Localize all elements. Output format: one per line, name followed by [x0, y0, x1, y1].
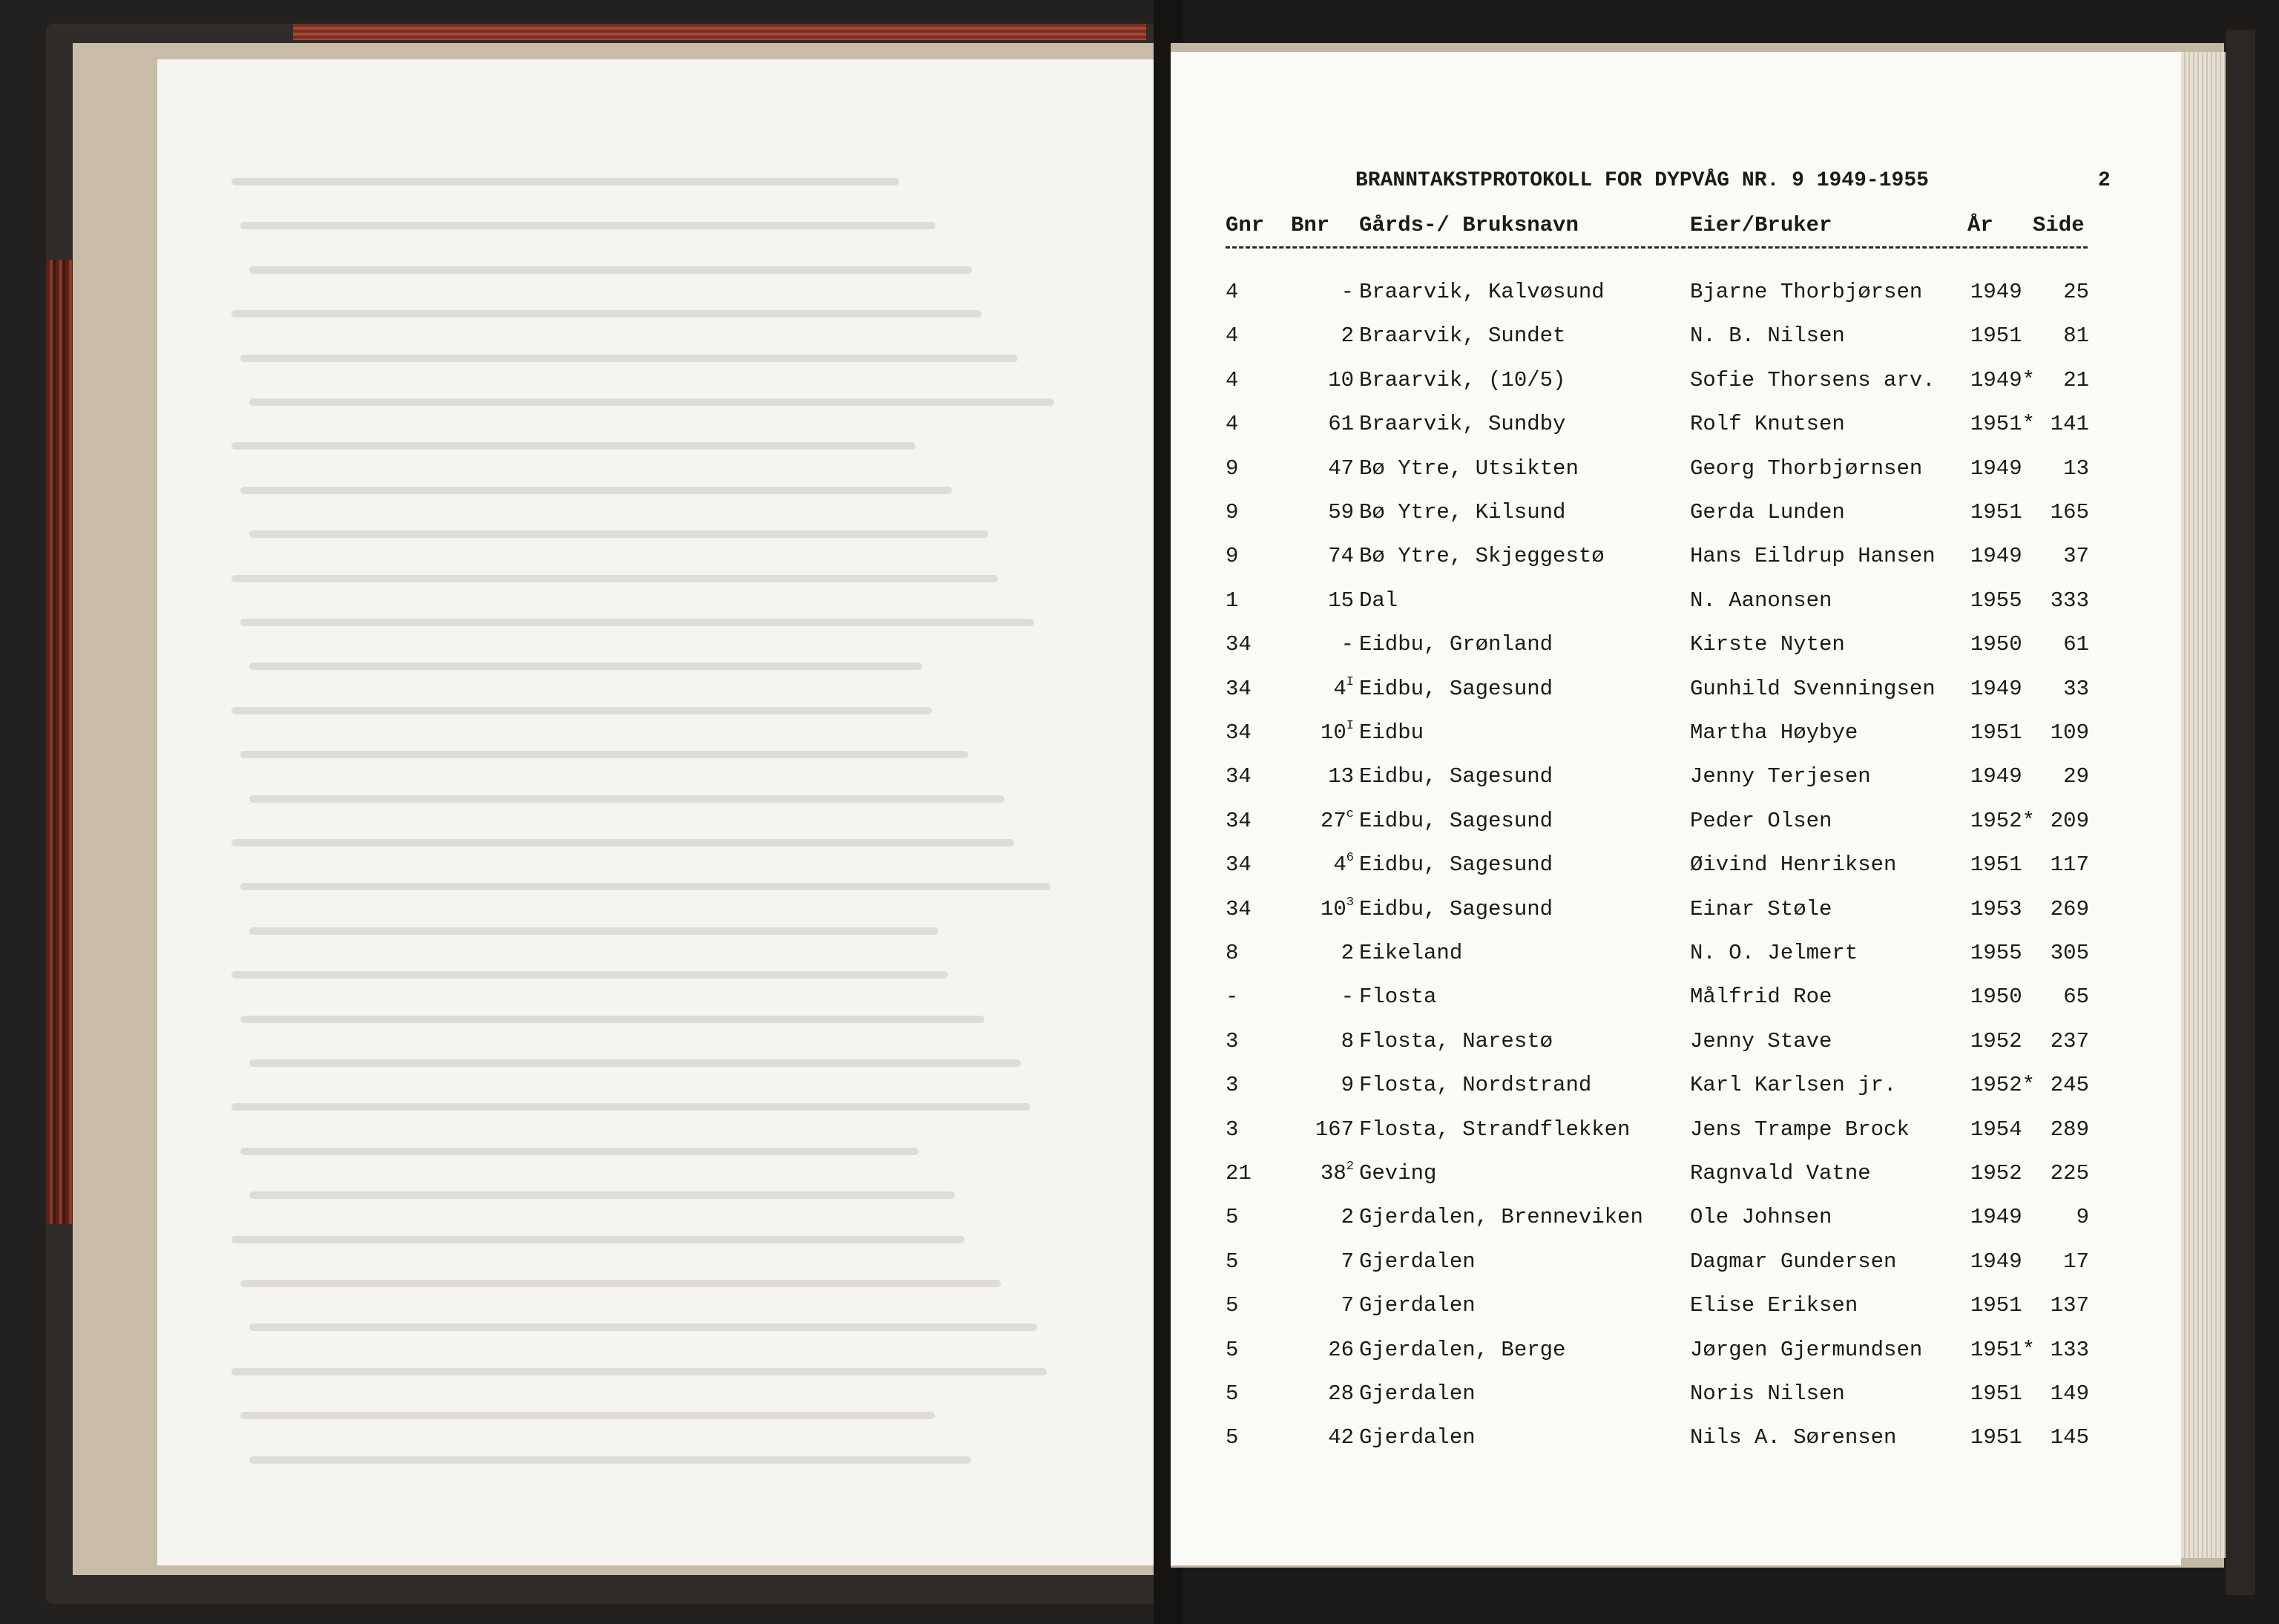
table-row: [0, 1338, 2279, 1367]
cell-name: Eidbu: [1359, 720, 1424, 745]
show-through-line: [249, 266, 972, 274]
show-through-line: [231, 442, 915, 450]
cell-gnr: 3: [1226, 1029, 1239, 1053]
cell-year: 1949: [1970, 677, 2022, 701]
show-through-line: [231, 971, 948, 979]
show-through-line: [231, 839, 1014, 846]
show-through-line: [240, 1148, 918, 1155]
cell-gnr: 34: [1226, 677, 1252, 701]
show-through-line: [231, 1103, 1030, 1111]
cell-year: 1951: [1970, 500, 2022, 525]
cell-gnr: 4: [1226, 323, 1239, 348]
table-row: [0, 941, 2279, 970]
cell-name: Flosta: [1359, 984, 1437, 1009]
cell-year: 1949: [1970, 456, 2022, 481]
cell-side: 61: [2063, 632, 2089, 657]
cell-owner: Sofie Thorsens arv.: [1690, 368, 1936, 392]
cell-bnr: 47: [1328, 456, 1354, 481]
cell-gnr: -: [1226, 984, 1239, 1009]
cell-gnr: 34: [1226, 897, 1252, 921]
cell-name: Eidbu, Sagesund: [1359, 809, 1553, 833]
cell-year: 1955: [1970, 941, 2022, 965]
cell-owner: Bjarne Thorbjørsen: [1690, 280, 1923, 304]
show-through-line: [249, 398, 1054, 406]
cell-name: Dal: [1359, 588, 1398, 613]
cell-bnr-superscript: I: [1346, 675, 1354, 690]
table-row: [0, 809, 2279, 838]
cell-side: 21: [2063, 368, 2089, 392]
cell-year: 1949: [1970, 764, 2022, 789]
cell-owner: N. O. Jelmert: [1690, 941, 1858, 965]
table-row: [0, 1161, 2279, 1191]
cell-owner: Peder Olsen: [1690, 809, 1832, 833]
cell-owner: Ole Johnsen: [1690, 1205, 1832, 1229]
cell-bnr: 7: [1341, 1293, 1354, 1318]
cell-bnr: [1291, 1161, 1354, 1186]
show-through-line: [249, 1456, 971, 1464]
column-header-owner: Eier/Bruker: [1690, 213, 1832, 237]
column-header-side: Side: [2033, 213, 2085, 237]
table-row: [0, 588, 2279, 618]
cell-owner: Gunhild Svenningsen: [1690, 677, 1936, 701]
cell-name: Braarvik, (10/5): [1359, 368, 1566, 392]
cell-owner: N. Aanonsen: [1690, 588, 1832, 613]
cell-owner: Einar Støle: [1690, 897, 1832, 921]
cell-owner: Kirste Nyten: [1690, 632, 1845, 657]
cell-bnr: 26: [1328, 1338, 1354, 1362]
cell-side: 25: [2063, 280, 2089, 304]
cell-name: Eidbu, Sagesund: [1359, 764, 1553, 789]
cell-side: 209: [2050, 809, 2089, 833]
cell-side: 289: [2050, 1117, 2089, 1142]
table-row: [0, 456, 2279, 486]
cell-year: 1951: [1970, 1381, 2022, 1406]
table-row: [0, 1425, 2279, 1455]
cell-bnr: 9: [1341, 1073, 1354, 1097]
page-edges: [2181, 52, 2226, 1558]
cell-year: 1951: [1970, 1425, 2022, 1450]
column-header-year: År: [1967, 213, 1993, 237]
cell-owner: Målfrid Roe: [1690, 984, 1832, 1009]
cell-owner: Martha Høybye: [1690, 720, 1858, 745]
show-through-line: [231, 1368, 1047, 1375]
cell-owner: Elise Eriksen: [1690, 1293, 1858, 1318]
cell-owner: Gerda Lunden: [1690, 500, 1845, 525]
cell-year: 1950: [1970, 984, 2022, 1009]
show-through-line: [240, 487, 952, 494]
cell-name: Eidbu, Sagesund: [1359, 677, 1553, 701]
document-title: BRANNTAKSTPROTOKOLL FOR DYPVÅG NR. 9 1949-1955: [1355, 169, 1929, 192]
cell-name: Bø Ytre, Skjeggestø: [1359, 544, 1605, 568]
cell-year: 1949: [1970, 544, 2022, 568]
cell-gnr: 3: [1226, 1117, 1239, 1142]
cell-name: Braarvik, Kalvøsund: [1359, 280, 1605, 304]
cell-gnr: 34: [1226, 764, 1252, 789]
cell-name: Eikeland: [1359, 941, 1463, 965]
cell-year: 1953: [1970, 897, 2022, 921]
cell-gnr: 34: [1226, 852, 1252, 877]
show-through-line: [240, 1412, 935, 1419]
cell-bnr: 2: [1341, 1205, 1354, 1229]
cell-side: 237: [2050, 1029, 2089, 1053]
cell-bnr: -: [1341, 280, 1354, 304]
cell-owner: Noris Nilsen: [1690, 1381, 1845, 1406]
cell-year: 1951: [1970, 323, 2022, 348]
cell-year: 1951*: [1970, 412, 2036, 436]
cell-gnr: 4: [1226, 368, 1239, 392]
cell-owner: Hans Eildrup Hansen: [1690, 544, 1936, 568]
cell-bnr-superscript: 6: [1346, 851, 1354, 866]
cell-bnr-value: 4: [1333, 852, 1346, 877]
cell-gnr: 21: [1226, 1161, 1252, 1186]
cell-side: 17: [2063, 1249, 2089, 1274]
cell-name: Gjerdalen: [1359, 1425, 1476, 1450]
table-row: [0, 1381, 2279, 1411]
cell-owner: Jørgen Gjermundsen: [1690, 1338, 1923, 1362]
cell-bnr: -: [1341, 632, 1354, 657]
cell-side: 269: [2050, 897, 2089, 921]
cell-gnr: 5: [1226, 1338, 1239, 1362]
cell-bnr-superscript: I: [1346, 719, 1354, 734]
cell-side: 13: [2063, 456, 2089, 481]
cell-side: 37: [2063, 544, 2089, 568]
cell-bnr: 2: [1341, 323, 1354, 348]
cell-owner: Jenny Terjesen: [1690, 764, 1871, 789]
cell-year: 1949*: [1970, 368, 2036, 392]
cell-name: Gjerdalen, Brenneviken: [1359, 1205, 1643, 1229]
cell-gnr: 9: [1226, 544, 1239, 568]
cell-owner: Jenny Stave: [1690, 1029, 1832, 1053]
cell-name: Flosta, Strandflekken: [1359, 1117, 1631, 1142]
cell-name: Eidbu, Grønland: [1359, 632, 1553, 657]
cell-gnr: 34: [1226, 632, 1252, 657]
cell-name: Gjerdalen, Berge: [1359, 1338, 1566, 1362]
table-row: [0, 1249, 2279, 1279]
cell-side: 149: [2050, 1381, 2089, 1406]
cell-name: Gjerdalen: [1359, 1381, 1476, 1406]
show-through-line: [249, 1324, 1037, 1331]
show-through-line: [249, 1191, 955, 1199]
table-row: [0, 280, 2279, 309]
cell-bnr-value: 38: [1320, 1161, 1346, 1186]
cell-year: 1951: [1970, 1293, 2022, 1318]
cell-bnr-superscript: c: [1346, 807, 1354, 822]
cell-owner: Nils A. Sørensen: [1690, 1425, 1897, 1450]
cell-gnr: 5: [1226, 1293, 1239, 1318]
table-row: [0, 1293, 2279, 1323]
cell-bnr: [1291, 897, 1354, 921]
cell-owner: N. B. Nilsen: [1690, 323, 1845, 348]
table-row: [0, 984, 2279, 1014]
cell-side: 305: [2050, 941, 2089, 965]
cell-gnr: 9: [1226, 456, 1239, 481]
cell-side: 117: [2050, 852, 2089, 877]
cell-year: 1951: [1970, 720, 2022, 745]
show-through-line: [240, 751, 968, 758]
cell-side: 333: [2050, 588, 2089, 613]
cell-owner: Øivind Henriksen: [1690, 852, 1897, 877]
cell-bnr: 59: [1328, 500, 1354, 525]
show-through-line: [231, 575, 998, 582]
show-through-line: [249, 1059, 1021, 1067]
cell-side: 109: [2050, 720, 2089, 745]
cell-gnr: 9: [1226, 500, 1239, 525]
table-row: [0, 323, 2279, 353]
show-through-line: [240, 619, 1034, 626]
cell-owner: Rolf Knutsen: [1690, 412, 1845, 436]
cell-owner: Georg Thorbjørnsen: [1690, 456, 1923, 481]
cell-owner: Ragnvald Vatne: [1690, 1161, 1871, 1186]
cell-gnr: 34: [1226, 809, 1252, 833]
cell-name: Eidbu, Sagesund: [1359, 852, 1553, 877]
cell-name: Bø Ytre, Utsikten: [1359, 456, 1579, 481]
cell-side: 165: [2050, 500, 2089, 525]
table-row: [0, 1205, 2279, 1235]
cell-gnr: 8: [1226, 941, 1239, 965]
show-through-line: [240, 883, 1050, 890]
cell-bnr: [1291, 852, 1354, 877]
cell-gnr: 3: [1226, 1073, 1239, 1097]
cell-gnr: 5: [1226, 1425, 1239, 1450]
cell-side: 81: [2063, 323, 2089, 348]
cell-side: 133: [2050, 1338, 2089, 1362]
page-number: 2: [2098, 169, 2111, 192]
table-row: [0, 897, 2279, 927]
cell-side: 137: [2050, 1293, 2089, 1318]
show-through-line: [240, 355, 1018, 362]
table-row: [0, 677, 2279, 706]
cell-bnr: [1291, 677, 1354, 701]
cell-bnr: 74: [1328, 544, 1354, 568]
cell-side: 33: [2063, 677, 2089, 701]
cell-owner: Jens Trampe Brock: [1690, 1117, 1910, 1142]
cell-bnr: 8: [1341, 1029, 1354, 1053]
cell-side: 225: [2050, 1161, 2089, 1186]
table-row: [0, 368, 2279, 398]
table-row: [0, 632, 2279, 662]
cell-gnr: 5: [1226, 1381, 1239, 1406]
cell-year: 1952: [1970, 1029, 2022, 1053]
cell-name: Eidbu, Sagesund: [1359, 897, 1553, 921]
cell-side: 29: [2063, 764, 2089, 789]
show-through-line: [249, 795, 1004, 803]
cell-year: 1949: [1970, 1205, 2022, 1229]
cell-year: 1949: [1970, 280, 2022, 304]
cell-bnr: 61: [1328, 412, 1354, 436]
show-through-line: [231, 178, 899, 185]
binding-top: [293, 24, 1146, 40]
cell-year: 1949: [1970, 1249, 2022, 1274]
cell-bnr: 2: [1341, 941, 1354, 965]
show-through-line: [240, 1016, 984, 1023]
cell-bnr-superscript: 3: [1346, 895, 1354, 910]
cell-bnr-value: 4: [1333, 677, 1346, 701]
cell-bnr: 15: [1328, 588, 1354, 613]
cell-year: 1950: [1970, 632, 2022, 657]
cell-bnr: 7: [1341, 1249, 1354, 1274]
cell-bnr: 28: [1328, 1381, 1354, 1406]
cell-gnr: 34: [1226, 720, 1252, 745]
cell-gnr: 5: [1226, 1249, 1239, 1274]
cell-year: 1952*: [1970, 1073, 2036, 1097]
show-through-line: [249, 663, 922, 670]
cell-bnr-value: 10: [1320, 720, 1346, 745]
show-through-line: [249, 927, 938, 935]
cell-year: 1952: [1970, 1161, 2022, 1186]
cell-bnr: [1291, 809, 1354, 833]
cell-side: 145: [2050, 1425, 2089, 1450]
cell-name: Geving: [1359, 1161, 1437, 1186]
cell-bnr: 13: [1328, 764, 1354, 789]
cell-bnr: 167: [1315, 1117, 1354, 1142]
cell-year: 1955: [1970, 588, 2022, 613]
cell-name: Flosta, Narestø: [1359, 1029, 1553, 1053]
cell-name: Gjerdalen: [1359, 1249, 1476, 1274]
table-row: [0, 1029, 2279, 1059]
show-through-line: [231, 707, 932, 714]
table-row: [0, 764, 2279, 794]
show-through-line: [231, 310, 981, 318]
cell-gnr: 4: [1226, 412, 1239, 436]
cell-owner: Dagmar Gundersen: [1690, 1249, 1897, 1274]
show-through-line: [240, 1280, 1001, 1287]
cell-name: Braarvik, Sundet: [1359, 323, 1566, 348]
header-dashed-rule: [1226, 246, 2088, 249]
table-row: [0, 500, 2279, 530]
cell-gnr: 1: [1226, 588, 1239, 613]
cell-bnr-value: 27: [1320, 809, 1346, 833]
show-through-line: [240, 222, 935, 229]
cell-side: 9: [2076, 1205, 2089, 1229]
cell-gnr: 4: [1226, 280, 1239, 304]
cell-owner: Karl Karlsen jr.: [1690, 1073, 1897, 1097]
cell-side: 141: [2050, 412, 2089, 436]
cell-name: Bø Ytre, Kilsund: [1359, 500, 1566, 525]
cell-side: 245: [2050, 1073, 2089, 1097]
cell-year: 1952*: [1970, 809, 2036, 833]
column-header-gnr: Gnr: [1226, 213, 1265, 237]
table-row: [0, 852, 2279, 882]
cell-side: 65: [2063, 984, 2089, 1009]
cell-bnr-superscript: 2: [1346, 1160, 1354, 1174]
cell-name: Gjerdalen: [1359, 1293, 1476, 1318]
cell-year: 1954: [1970, 1117, 2022, 1142]
table-row: [0, 1117, 2279, 1147]
show-through-line: [231, 1236, 964, 1243]
cell-year: 1951*: [1970, 1338, 2036, 1362]
table-row: [0, 544, 2279, 573]
cell-bnr-value: 10: [1320, 897, 1346, 921]
table-row: [0, 412, 2279, 441]
table-row: [0, 720, 2279, 750]
cell-bnr: 10: [1328, 368, 1354, 392]
cell-year: 1951: [1970, 852, 2022, 877]
cell-name: Braarvik, Sundby: [1359, 412, 1566, 436]
column-header-bnr: Bnr: [1291, 213, 1330, 237]
show-through-line: [249, 530, 988, 538]
cell-bnr: 42: [1328, 1425, 1354, 1450]
cell-name: Flosta, Nordstrand: [1359, 1073, 1592, 1097]
column-header-name: Gårds-/ Bruksnavn: [1359, 213, 1579, 237]
table-row: [0, 1073, 2279, 1102]
cell-gnr: 5: [1226, 1205, 1239, 1229]
cell-bnr: [1291, 720, 1354, 745]
cell-bnr: -: [1341, 984, 1354, 1009]
